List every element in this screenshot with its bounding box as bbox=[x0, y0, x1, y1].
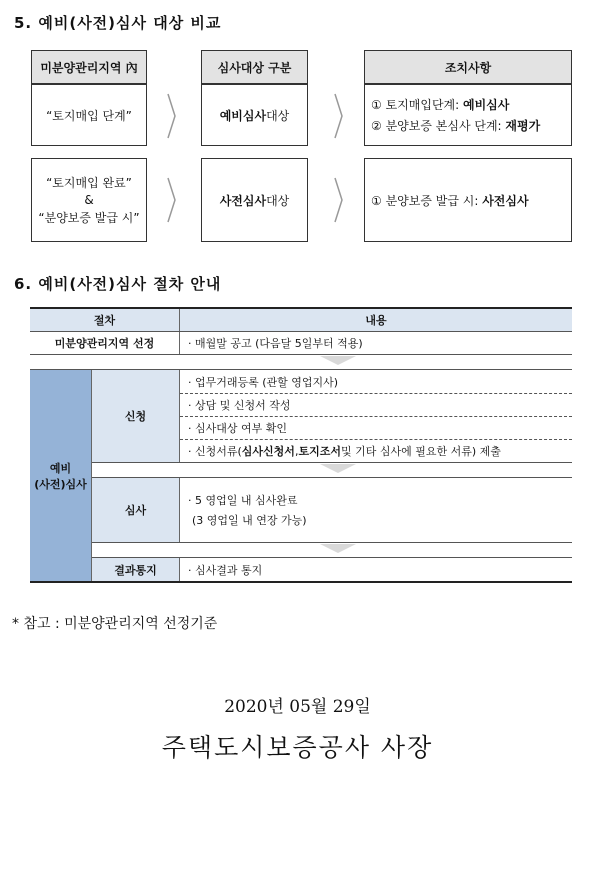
apply-item-2: · 상담 및 신청서 작성 bbox=[188, 399, 291, 412]
row1-target-rest: 대상 bbox=[266, 108, 290, 123]
apply-item-1: · 업무거래등록 (관할 영업지사) bbox=[188, 375, 339, 389]
section5-title: 5. 예비(사전)심사 대상 비교 bbox=[14, 14, 222, 32]
row1-stage bbox=[31, 84, 147, 146]
row-select-label: 미분양관리지역 선정 bbox=[30, 332, 180, 354]
row1-target bbox=[201, 84, 308, 146]
chevron-right-icon bbox=[167, 93, 177, 139]
review-content bbox=[180, 478, 572, 542]
down-arrow-icon bbox=[320, 356, 356, 369]
row2-stage-line2: & bbox=[84, 193, 94, 207]
row2-target-bold: 사전심사 bbox=[219, 193, 267, 208]
row2-stage-line1: “토지매입 완료” bbox=[46, 176, 132, 190]
row2-target bbox=[201, 158, 308, 242]
review-line2: (3 영업일 내 연장 가능) bbox=[192, 514, 307, 527]
header-content: 내용 bbox=[180, 309, 572, 331]
side-label-line1: 예비 bbox=[49, 461, 72, 475]
down-arrow-icon bbox=[320, 464, 356, 477]
review-label: 심사 bbox=[92, 478, 180, 542]
row1-action-line1: ① 토지매입단계: 예비심사 bbox=[371, 98, 510, 112]
col2-header: 심사대상 구분 bbox=[202, 51, 307, 83]
result-label: 결과통지 bbox=[92, 558, 180, 581]
row1-action-line2: ② 분양보증 본심사 단계: 재평가 bbox=[371, 119, 541, 133]
header-step: 절차 bbox=[30, 309, 180, 331]
row-select-content: · 매월말 공고 (다음달 5일부터 적용) bbox=[188, 337, 363, 350]
row2-stage-line3: “분양보증 발급 시” bbox=[38, 211, 140, 225]
section6-title: 6. 예비(사전)심사 절차 안내 bbox=[14, 275, 222, 293]
apply-label: 신청 bbox=[92, 370, 180, 462]
row2-action-line: ① 분양보증 발급 시: 사전심사 bbox=[371, 193, 529, 208]
col3-header-box bbox=[364, 50, 572, 84]
row1-target-bold: 예비심사 bbox=[219, 108, 267, 123]
down-arrow-icon bbox=[320, 544, 356, 557]
col1-header-box bbox=[31, 50, 147, 84]
row2-stage bbox=[31, 158, 147, 242]
apply-item-4: · 신청서류( 심사신청서 , 토지조서 및 기타 심사에 필요한 서류) 제출 bbox=[188, 444, 501, 458]
chevron-right-icon bbox=[334, 177, 344, 223]
row1-stage-text: “토지매입 단계” bbox=[46, 108, 132, 123]
note: * 참고 : 미분양관리지역 선정기준 bbox=[12, 616, 218, 632]
chevron-right-icon bbox=[334, 93, 344, 139]
signature: 주택도시보증공사 사장 bbox=[161, 733, 434, 762]
side-label-line2: (사전)심사 bbox=[34, 477, 87, 491]
row1-action bbox=[364, 84, 572, 146]
date: 2020년 05월 29일 bbox=[224, 697, 371, 717]
side-label bbox=[30, 370, 92, 581]
procedure-table bbox=[30, 307, 572, 583]
col2-header-box bbox=[201, 50, 308, 84]
apply-item-3: · 심사대상 여부 확인 bbox=[188, 422, 287, 435]
row2-action bbox=[364, 158, 572, 242]
col3-header: 조치사항 bbox=[365, 51, 571, 83]
result-content: · 심사결과 통지 bbox=[188, 563, 263, 577]
chevron-right-icon bbox=[167, 177, 177, 223]
review-line1: · 5 영업일 내 심사완료 bbox=[188, 494, 298, 507]
row2-target-rest: 대상 bbox=[266, 193, 290, 208]
col1-header: 미분양관리지역 內 bbox=[32, 51, 146, 83]
